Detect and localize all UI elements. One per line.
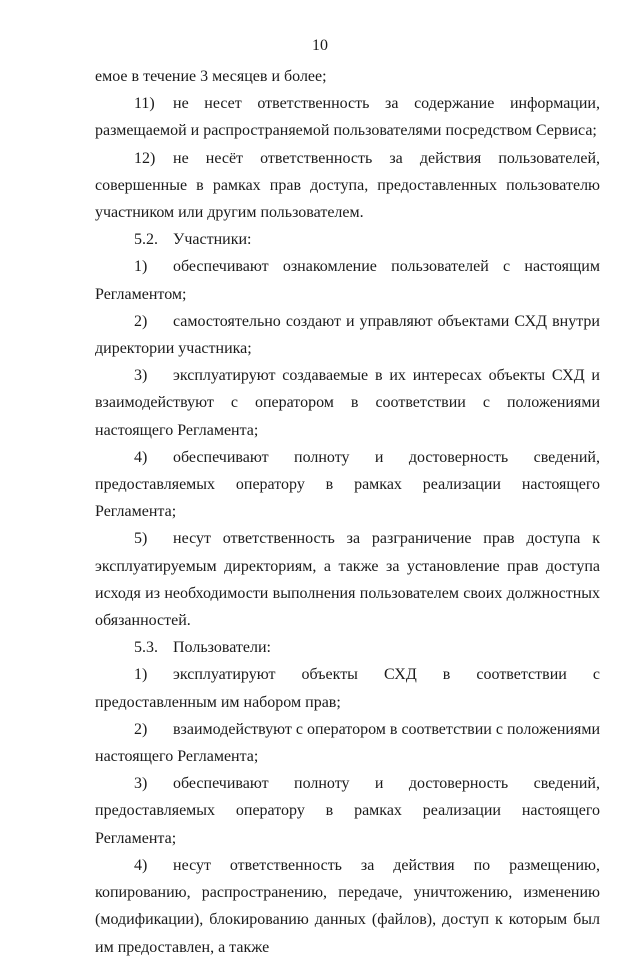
section-heading <box>95 226 600 253</box>
item-text: не несет ответственность за содержание информации, размещаемой и распространяемой пользователями посредством Сервиса; <box>95 95 600 140</box>
paragraph <box>95 63 600 90</box>
section-heading <box>95 634 600 661</box>
item-text: обеспечивают ознакомление пользователей с настоящим Регламентом; <box>95 258 600 303</box>
item-number: 1) <box>134 666 148 684</box>
item-number: 5) <box>134 530 148 548</box>
section-title: Участники: <box>173 231 252 249</box>
item-text: несут ответственность за действия по размещению, копированию, распространению, передаче, уничтожению, изменению (модификации), блокированию данных (файлов), доступ к которым был им предоставлен, а также <box>95 856 600 956</box>
list-item <box>95 444 600 526</box>
item-text: эксплуатируют создаваемые в их интересах объекты СХД и взаимодействуют с оператором в соответствии с положениями настоящего Регламента; <box>95 367 600 439</box>
item-number: 2) <box>134 720 148 738</box>
list-item <box>95 362 600 444</box>
item-number: 4) <box>134 448 148 466</box>
item-text: эксплуатируют объекты СХД в соответствии с предоставленным им набором прав; <box>95 666 600 711</box>
item-number: 4) <box>134 856 148 874</box>
list-item <box>95 253 600 307</box>
list-item <box>95 661 600 715</box>
item-number: 1) <box>134 258 148 276</box>
item-number: 2) <box>134 312 148 330</box>
list-item <box>95 145 600 227</box>
section-title: Пользователи: <box>173 639 271 657</box>
list-item <box>95 716 600 770</box>
page-number: 10 <box>312 37 328 54</box>
paragraph-text: емое в течение 3 месяцев и более; <box>95 68 327 85</box>
item-text: обеспечивают полноту и достоверность сведений, предоставляемых оператору в рамках реализации настоящего Регламента; <box>95 775 600 847</box>
item-text: не несёт ответственность за действия пользователей, совершенные в рамках прав доступа, предоставленных пользователю участником или другим пользователем. <box>95 149 600 222</box>
list-item <box>95 852 600 961</box>
section-number: 5.3. <box>134 639 158 657</box>
item-text: самостоятельно создают и управляют объектами СХД внутри директории участника; <box>95 312 600 358</box>
item-text: несут ответственность за разграничение прав доступа к эксплуатируемым директориям, а также за установление прав доступа исходя из необходимости выполнения пользователем своих должностных обязанностей. <box>95 530 600 630</box>
list-item <box>95 90 600 144</box>
list-item <box>95 308 600 362</box>
item-text: взаимодействуют с оператором в соответствии с положениями настоящего Регламента; <box>95 720 601 766</box>
item-text: обеспечивают полноту и достоверность сведений, предоставляемых оператору в рамках реализации настоящего Регламента; <box>95 448 600 521</box>
item-number: 3) <box>134 367 148 385</box>
list-item <box>95 770 600 852</box>
section-number: 5.2. <box>134 231 158 249</box>
document-body <box>95 63 600 961</box>
list-item <box>95 525 600 634</box>
item-number: 3) <box>134 775 148 793</box>
item-number: 12) <box>134 149 156 167</box>
item-number: 11) <box>134 95 155 113</box>
